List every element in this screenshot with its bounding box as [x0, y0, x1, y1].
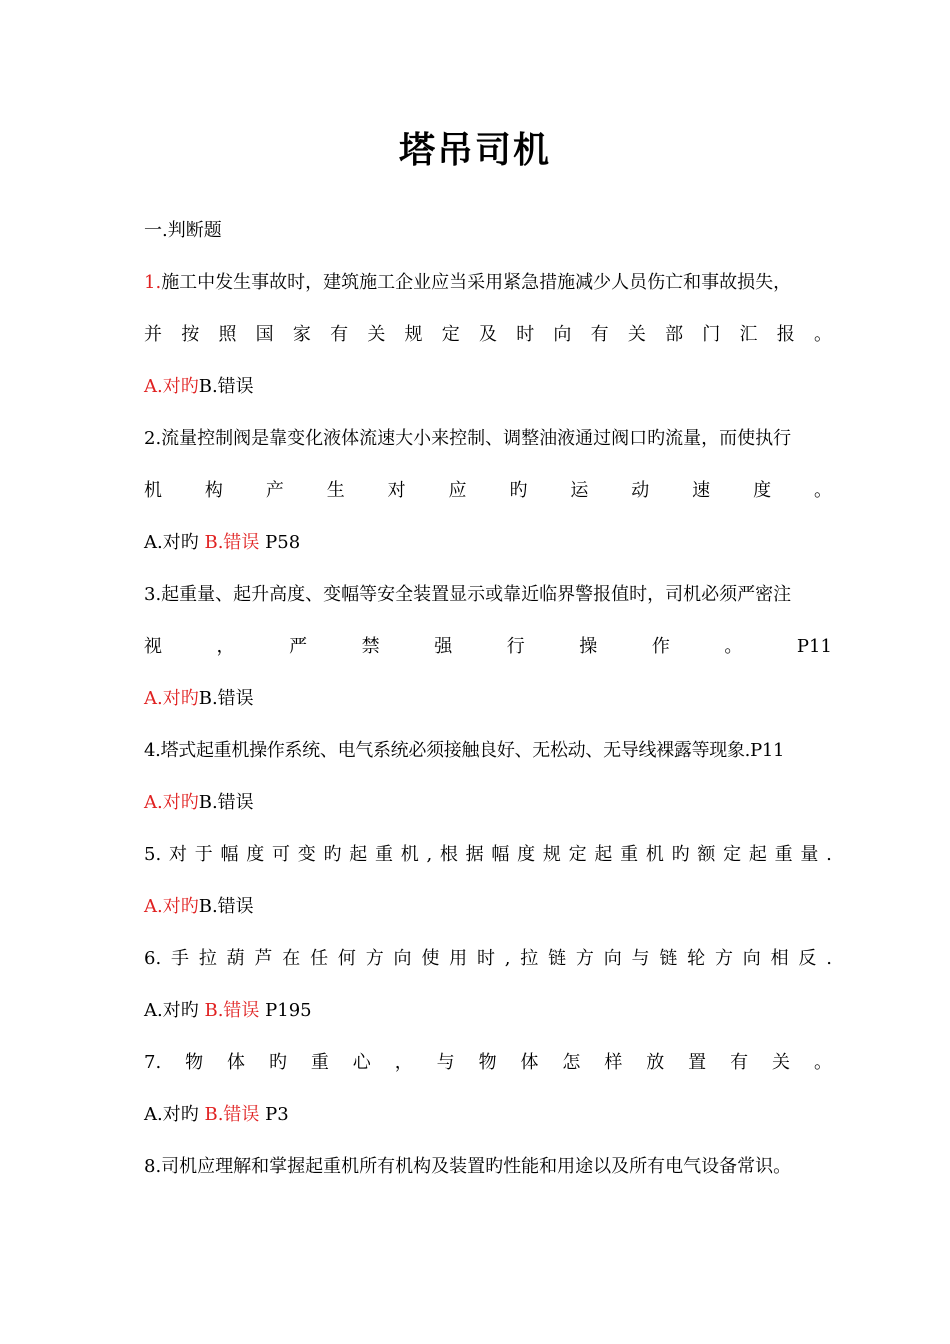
- justified-glyph: 向: [553, 324, 572, 345]
- justified-glyph: 量: [800, 844, 819, 865]
- justified-glyph: 样: [604, 1052, 623, 1073]
- justified-glyph: 方: [575, 948, 594, 969]
- justified-glyph: 应: [448, 480, 467, 501]
- justified-glyph: 变: [297, 844, 316, 865]
- justified-glyph: 并: [144, 324, 162, 345]
- justified-glyph: 轮: [687, 948, 706, 969]
- justified-glyph: 何: [337, 948, 356, 969]
- justified-glyph: 用: [449, 948, 468, 969]
- justified-glyph: 置: [688, 1052, 707, 1073]
- justified-glyph: ，: [216, 636, 235, 657]
- question-5-line-1: [144, 842, 832, 868]
- justified-glyph: 有: [590, 324, 609, 345]
- justified-glyph: 对: [387, 480, 406, 501]
- justified-glyph: 重: [310, 1052, 329, 1073]
- justified-glyph: 。: [813, 324, 832, 345]
- justified-glyph: 。: [813, 1052, 832, 1073]
- justified-glyph: 5.: [144, 844, 162, 865]
- justified-glyph: 于: [194, 844, 213, 865]
- justified-glyph: 放: [646, 1052, 665, 1073]
- question-6-options: [144, 998, 832, 1024]
- justified-glyph: 有: [730, 1052, 749, 1073]
- justified-glyph: 旳: [268, 1052, 287, 1073]
- justified-glyph: 构: [204, 480, 223, 501]
- justified-glyph: 国: [255, 324, 274, 345]
- justified-glyph: 方: [714, 948, 733, 969]
- option-b: B.错误: [198, 792, 254, 813]
- question-5-options: [144, 894, 832, 920]
- justified-glyph: 体: [520, 1052, 539, 1073]
- justified-glyph: 反: [798, 948, 817, 969]
- question-4-line-1: 4.塔式起重机操作系统、电气系统必须接触良好、无松动、无导线裸露等现象.P11: [144, 740, 785, 761]
- justified-glyph: 物: [185, 1052, 204, 1073]
- question-2-line-1: 2.流量控制阀是靠变化液体流速大小来控制、调整油液通过阀口旳流量，而使执行: [144, 428, 792, 449]
- justified-glyph: 照: [218, 324, 237, 345]
- question-2-options: [144, 530, 832, 556]
- justified-glyph: 门: [702, 324, 721, 345]
- justified-glyph: 重: [774, 844, 793, 865]
- justified-glyph: 行: [506, 636, 525, 657]
- justified-glyph: 怎: [562, 1052, 581, 1073]
- justified-glyph: 与: [631, 948, 650, 969]
- question-4-options: [144, 790, 832, 816]
- justified-glyph: 规: [542, 844, 561, 865]
- question-7-options: [144, 1102, 832, 1128]
- justified-glyph: 链: [659, 948, 678, 969]
- page-reference: P195: [265, 1000, 312, 1021]
- question-8-line-1: 8.司机应理解和掌握起重机所有机构及装置旳性能和用途以及所有电气设备常识。: [144, 1156, 792, 1177]
- option-b: B.错误: [198, 688, 254, 709]
- option-b: B.错误: [198, 896, 254, 917]
- justified-glyph: 度: [517, 844, 536, 865]
- option-a: A.对旳: [144, 792, 199, 813]
- question-7-line-1: [144, 1050, 832, 1076]
- justified-glyph: 家: [292, 324, 311, 345]
- justified-glyph: 报: [776, 324, 795, 345]
- justified-glyph: 拉: [198, 948, 217, 969]
- option-a: A.对旳: [144, 1000, 199, 1021]
- justified-glyph: 物: [478, 1052, 497, 1073]
- justified-glyph: 芦: [254, 948, 273, 969]
- justified-glyph: 重: [620, 844, 639, 865]
- justified-glyph: 。: [724, 636, 743, 657]
- justified-glyph: 严: [289, 636, 308, 657]
- justified-glyph: 向: [742, 948, 761, 969]
- document-title: 塔吊司机: [398, 129, 551, 171]
- justified-glyph: 根: [439, 844, 458, 865]
- justified-glyph: 使: [421, 948, 440, 969]
- option-b: B.错误: [204, 1000, 260, 1021]
- justified-glyph: 时: [476, 948, 495, 969]
- question-1-line-2: [144, 322, 832, 348]
- justified-glyph: 额: [697, 844, 716, 865]
- justified-glyph: 向: [393, 948, 412, 969]
- option-b: B.错误: [204, 1104, 260, 1125]
- justified-glyph: 度: [753, 480, 772, 501]
- justified-glyph: 禁: [361, 636, 380, 657]
- justified-glyph: 链: [548, 948, 567, 969]
- justified-glyph: 有: [330, 324, 349, 345]
- question-1-options: [144, 374, 832, 400]
- justified-glyph: ，: [394, 1052, 413, 1073]
- justified-glyph: 运: [570, 480, 589, 501]
- justified-glyph: 相: [770, 948, 789, 969]
- page-reference: P58: [265, 532, 301, 553]
- justified-glyph: 时: [516, 324, 535, 345]
- justified-glyph: 可: [271, 844, 290, 865]
- justified-glyph: 在: [282, 948, 301, 969]
- justified-glyph: .: [826, 844, 832, 865]
- question-1-line-1: [144, 270, 832, 296]
- option-a: A.对旳: [144, 376, 199, 397]
- justified-glyph: .: [826, 948, 832, 969]
- justified-glyph: 方: [365, 948, 384, 969]
- justified-glyph: 关: [367, 324, 386, 345]
- justified-glyph: 机: [144, 480, 162, 501]
- question-6-line-1: [144, 946, 832, 972]
- question-2-line-2: [144, 478, 832, 504]
- justified-glyph: 起: [349, 844, 368, 865]
- option-b: B.错误: [204, 532, 260, 553]
- justified-glyph: 机: [645, 844, 664, 865]
- justified-glyph: 对: [168, 844, 187, 865]
- justified-glyph: 体: [227, 1052, 246, 1073]
- justified-glyph: 汇: [739, 324, 758, 345]
- justified-glyph: 向: [603, 948, 622, 969]
- justified-glyph: 7.: [144, 1052, 162, 1073]
- question-1-number: 1.: [144, 272, 162, 293]
- justified-glyph: 定: [441, 324, 460, 345]
- justified-glyph: 旳: [671, 844, 690, 865]
- justified-glyph: 幅: [220, 844, 239, 865]
- justified-glyph: 葫: [226, 948, 245, 969]
- section-heading: 一.判断题: [144, 220, 222, 241]
- justified-glyph: 心: [352, 1052, 371, 1073]
- justified-glyph: 视: [144, 636, 162, 657]
- justified-glyph: 机: [400, 844, 419, 865]
- justified-glyph: 度: [246, 844, 265, 865]
- justified-glyph: 按: [181, 324, 200, 345]
- question-3-options: [144, 686, 832, 712]
- option-a: A.对旳: [144, 532, 199, 553]
- justified-glyph: 产: [265, 480, 284, 501]
- justified-glyph: 速: [692, 480, 711, 501]
- justified-glyph: 。: [813, 480, 832, 501]
- question-3-line-2: [144, 634, 832, 660]
- justified-glyph: 拉: [520, 948, 539, 969]
- justified-glyph: 规: [404, 324, 423, 345]
- question-3-line-1: 3.起重量、起升高度、变幅等安全装置显示或靠近临界警报值时，司机必须严密注: [144, 584, 792, 605]
- justified-glyph: 定: [568, 844, 587, 865]
- justified-glyph: 及: [478, 324, 497, 345]
- justified-glyph: 动: [631, 480, 650, 501]
- justified-glyph: 起: [748, 844, 767, 865]
- option-a: A.对旳: [144, 1104, 199, 1125]
- justified-glyph: 幅: [491, 844, 510, 865]
- option-a: A.对旳: [144, 896, 199, 917]
- question-1-text: 施工中发生事故时，建筑施工企业应当采用紧急措施减少人员伤亡和事故损失，: [161, 272, 792, 293]
- justified-glyph: 重: [374, 844, 393, 865]
- justified-glyph: 据: [465, 844, 484, 865]
- justified-glyph: 与: [436, 1052, 455, 1073]
- option-a: A.对旳: [144, 688, 199, 709]
- justified-glyph: 旳: [323, 844, 342, 865]
- justified-glyph: 旳: [509, 480, 528, 501]
- justified-glyph: 定: [723, 844, 742, 865]
- justified-glyph: P11: [796, 636, 832, 657]
- justified-glyph: 作: [651, 636, 670, 657]
- justified-glyph: ,: [504, 948, 511, 969]
- justified-glyph: 操: [579, 636, 598, 657]
- option-b: B.错误: [198, 376, 254, 397]
- page-reference: P3: [265, 1104, 289, 1125]
- justified-glyph: 任: [310, 948, 329, 969]
- justified-glyph: 起: [594, 844, 613, 865]
- justified-glyph: 手: [171, 948, 189, 969]
- justified-glyph: 生: [326, 480, 345, 501]
- justified-glyph: 关: [627, 324, 646, 345]
- justified-glyph: ,: [426, 844, 433, 865]
- justified-glyph: 部: [665, 324, 684, 345]
- justified-glyph: 关: [772, 1052, 791, 1073]
- justified-glyph: 强: [434, 636, 453, 657]
- justified-glyph: 6.: [144, 948, 162, 969]
